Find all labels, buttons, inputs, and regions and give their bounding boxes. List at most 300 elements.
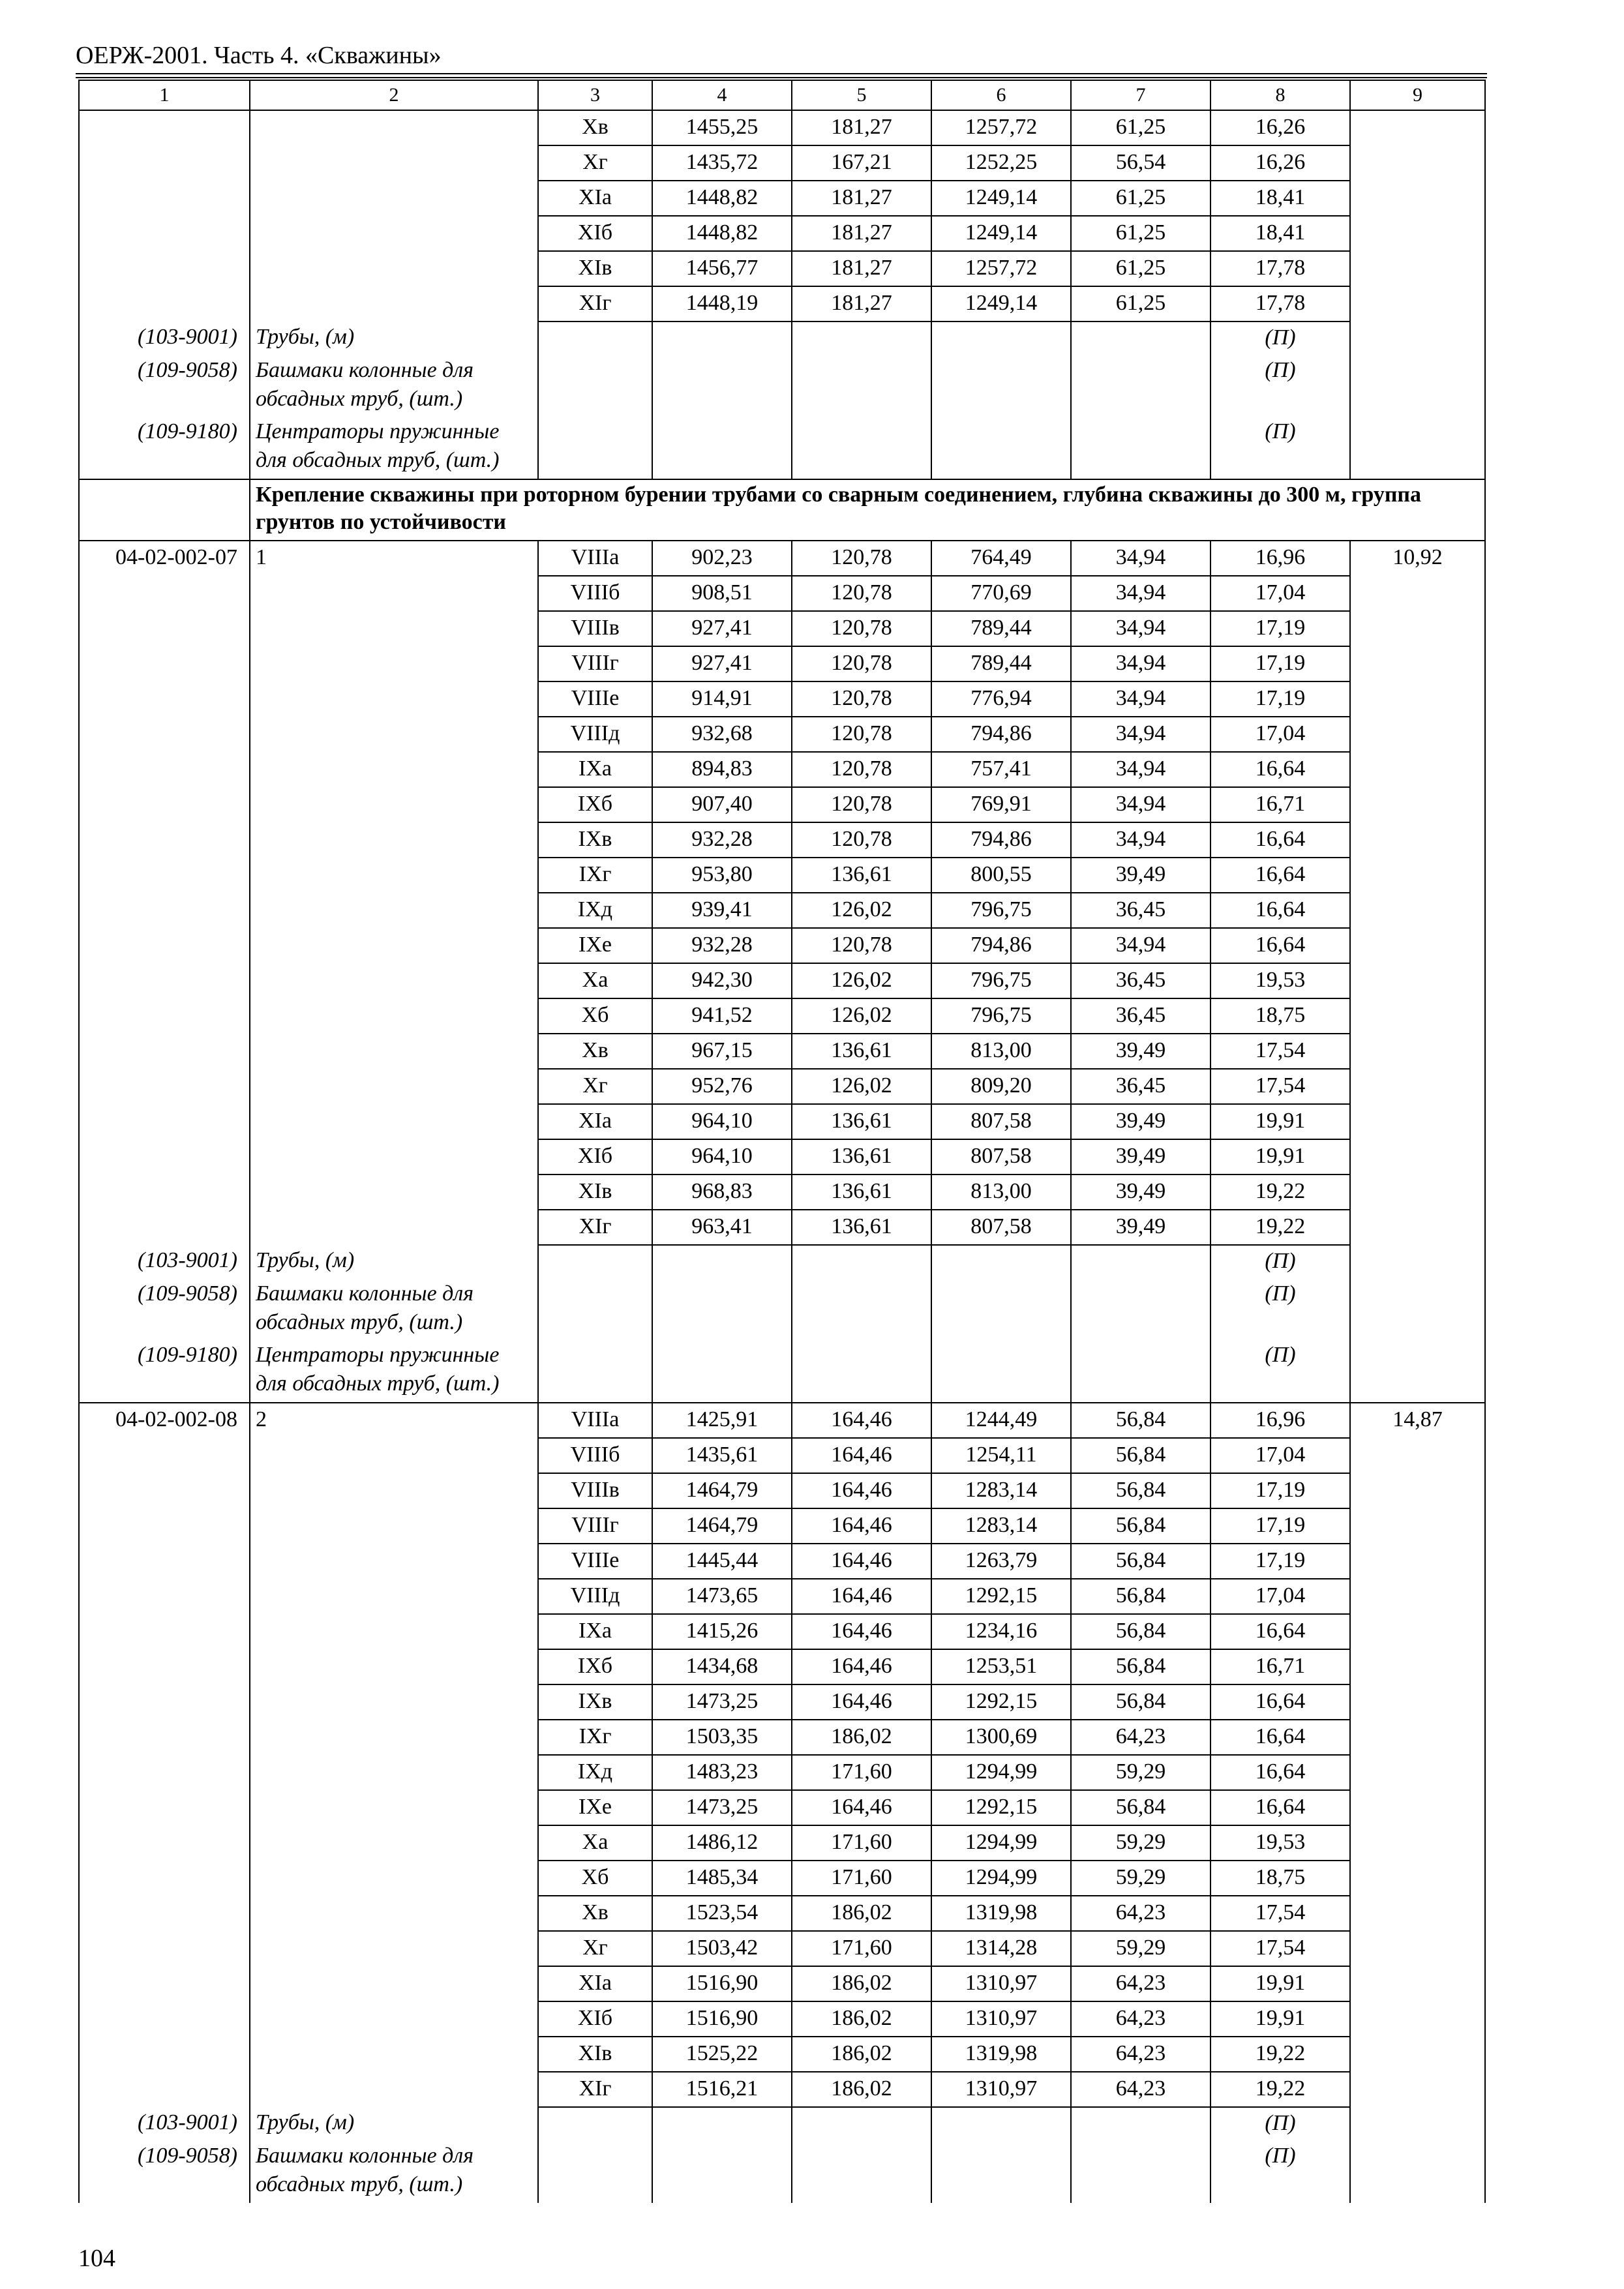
- wages: 167,21: [792, 145, 931, 181]
- empty-cell: [250, 1069, 538, 1104]
- machinist-wages: 64,23: [1071, 1720, 1210, 1755]
- empty-cell: [79, 1473, 250, 1508]
- total-cost: 1516,90: [652, 2001, 792, 2037]
- machinist-wages: 64,23: [1071, 1896, 1210, 1931]
- wages: 171,60: [792, 1825, 931, 1861]
- wages: 171,60: [792, 1861, 931, 1896]
- data-row: [79, 858, 1485, 893]
- material-code: (103-9001): [79, 2107, 250, 2142]
- wages: 181,27: [792, 286, 931, 322]
- machine-cost: 794,86: [931, 928, 1071, 963]
- data-row: [79, 181, 1485, 216]
- machinist-wages: 56,84: [1071, 1790, 1210, 1825]
- wages: 186,02: [792, 1896, 931, 1931]
- machinist-wages: 61,25: [1071, 181, 1210, 216]
- data-row: [79, 822, 1485, 858]
- empty-cell: [79, 893, 250, 928]
- wages: 120,78: [792, 611, 931, 646]
- empty-cell: [250, 1649, 538, 1684]
- empty-cell: [79, 1139, 250, 1174]
- soil-group: ХIб: [538, 2001, 652, 2037]
- wages: 120,78: [792, 541, 931, 576]
- empty-cell: [652, 2142, 792, 2203]
- machine-cost: 1310,97: [931, 2072, 1071, 2107]
- empty-cell: [1350, 646, 1485, 681]
- labour-hours: 19,22: [1210, 2072, 1350, 2107]
- empty-cell: [250, 611, 538, 646]
- empty-cell: [79, 1508, 250, 1544]
- data-row: [79, 2037, 1485, 2072]
- data-row: [79, 1069, 1485, 1104]
- wages: 186,02: [792, 2001, 931, 2037]
- soil-group: IХе: [538, 928, 652, 963]
- empty-cell: [79, 1755, 250, 1790]
- data-row: [79, 963, 1485, 998]
- empty-cell: [792, 2107, 931, 2142]
- empty-cell: [250, 1544, 538, 1579]
- labour-hours: 19,22: [1210, 2037, 1350, 2072]
- data-row: [79, 110, 1485, 145]
- empty-cell: [652, 1341, 792, 1403]
- empty-cell: [250, 1438, 538, 1473]
- machine-cost: 807,58: [931, 1104, 1071, 1139]
- machine-cost: 789,44: [931, 646, 1071, 681]
- soil-group: ХIб: [538, 216, 652, 251]
- soil-group: IХв: [538, 822, 652, 858]
- empty-cell: [1350, 2001, 1485, 2037]
- column-number: 2: [250, 80, 538, 110]
- empty-cell: [1350, 1508, 1485, 1544]
- total-cost: 1455,25: [652, 110, 792, 145]
- machinist-wages: 34,94: [1071, 646, 1210, 681]
- wages: 181,27: [792, 110, 931, 145]
- empty-cell: [1350, 717, 1485, 752]
- labour-hours: 18,75: [1210, 1861, 1350, 1896]
- material-code: (109-9180): [79, 417, 250, 479]
- table-body: [79, 80, 1485, 2203]
- total-cost: 1473,25: [652, 1684, 792, 1720]
- machine-cost: 770,69: [931, 576, 1071, 611]
- empty-cell: [79, 1790, 250, 1825]
- soil-group: VIIIа: [538, 1403, 652, 1438]
- material-name: Башмаки колонные для обсадных труб, (шт.): [250, 356, 538, 417]
- wages: 120,78: [792, 928, 931, 963]
- empty-cell: [1350, 1684, 1485, 1720]
- material-name: Трубы, (м): [250, 1245, 538, 1279]
- material-row: [79, 1341, 1485, 1403]
- empty-cell: [652, 2107, 792, 2142]
- empty-cell: [1350, 1210, 1485, 1245]
- empty-cell: [1350, 822, 1485, 858]
- total-cost: 967,15: [652, 1034, 792, 1069]
- empty-cell: [1071, 417, 1210, 479]
- data-row: [79, 1931, 1485, 1966]
- machine-cost: 1283,14: [931, 1473, 1071, 1508]
- machinist-wages: 59,29: [1071, 1931, 1210, 1966]
- data-row: [79, 2072, 1485, 2107]
- labour-hours: 17,04: [1210, 1579, 1350, 1614]
- labour-hours: 19,91: [1210, 2001, 1350, 2037]
- data-row: [79, 646, 1485, 681]
- soil-group: VIIIг: [538, 1508, 652, 1544]
- machine-cost: 776,94: [931, 681, 1071, 717]
- data-row: [79, 1139, 1485, 1174]
- data-row: [79, 541, 1485, 576]
- soil-group: VIIIе: [538, 1544, 652, 1579]
- empty-cell: [931, 356, 1071, 417]
- labour-hours: 19,22: [1210, 1174, 1350, 1210]
- data-row: [79, 251, 1485, 286]
- wages: 164,46: [792, 1684, 931, 1720]
- empty-cell: [250, 1139, 538, 1174]
- labour-hours: 16,64: [1210, 1790, 1350, 1825]
- machine-cost: 1294,99: [931, 1825, 1071, 1861]
- wages: 181,27: [792, 216, 931, 251]
- labour-hours: 19,91: [1210, 1104, 1350, 1139]
- empty-cell: [538, 356, 652, 417]
- material-unit: (П): [1210, 1279, 1350, 1341]
- data-row: [79, 1544, 1485, 1579]
- empty-cell: [79, 1579, 250, 1614]
- machinist-wages: 59,29: [1071, 1861, 1210, 1896]
- total-cost: 902,23: [652, 541, 792, 576]
- total-cost: 914,91: [652, 681, 792, 717]
- total-cost: 1483,23: [652, 1755, 792, 1790]
- machinist-wages: 56,84: [1071, 1438, 1210, 1473]
- data-row: [79, 216, 1485, 251]
- empty-cell: [1071, 1341, 1210, 1403]
- material-name: Трубы, (м): [250, 2107, 538, 2142]
- machinist-wages: 61,25: [1071, 251, 1210, 286]
- empty-cell: [250, 2072, 538, 2107]
- machine-cost: 1257,72: [931, 251, 1071, 286]
- material-row: [79, 2142, 1485, 2203]
- empty-cell: [1350, 251, 1485, 286]
- empty-cell: [1350, 181, 1485, 216]
- machinist-wages: 36,45: [1071, 998, 1210, 1034]
- machine-cost: 794,86: [931, 717, 1071, 752]
- material-qty: 10,92: [1350, 541, 1485, 576]
- material-row: [79, 417, 1485, 479]
- total-cost: 894,83: [652, 752, 792, 787]
- data-row: [79, 576, 1485, 611]
- labour-hours: 16,64: [1210, 928, 1350, 963]
- total-cost: 1425,91: [652, 1403, 792, 1438]
- labour-hours: 16,96: [1210, 541, 1350, 576]
- empty-cell: [250, 145, 538, 181]
- data-row: [79, 1579, 1485, 1614]
- material-code: (109-9058): [79, 2142, 250, 2203]
- wages: 120,78: [792, 787, 931, 822]
- wages: 164,46: [792, 1403, 931, 1438]
- empty-cell: [79, 251, 250, 286]
- empty-cell: [1071, 322, 1210, 356]
- soil-group: Хв: [538, 110, 652, 145]
- empty-cell: [652, 322, 792, 356]
- machinist-wages: 64,23: [1071, 2037, 1210, 2072]
- empty-cell: [931, 1245, 1071, 1279]
- empty-cell: [1350, 787, 1485, 822]
- empty-cell: [1350, 1825, 1485, 1861]
- column-number: 6: [931, 80, 1071, 110]
- labour-hours: 16,71: [1210, 1649, 1350, 1684]
- data-row: [79, 752, 1485, 787]
- labour-hours: 16,64: [1210, 1684, 1350, 1720]
- labour-hours: 17,04: [1210, 576, 1350, 611]
- empty-cell: [1350, 1720, 1485, 1755]
- labour-hours: 17,54: [1210, 1931, 1350, 1966]
- empty-cell: [79, 681, 250, 717]
- total-cost: 927,41: [652, 646, 792, 681]
- rate-label: 2: [250, 1403, 538, 1438]
- total-cost: 1485,34: [652, 1861, 792, 1896]
- labour-hours: 17,19: [1210, 1473, 1350, 1508]
- soil-group: IХг: [538, 858, 652, 893]
- empty-cell: [538, 417, 652, 479]
- empty-cell: [250, 1614, 538, 1649]
- machine-cost: 1294,99: [931, 1861, 1071, 1896]
- empty-cell: [79, 963, 250, 998]
- empty-cell: [1350, 681, 1485, 717]
- machinist-wages: 61,25: [1071, 286, 1210, 322]
- wages: 164,46: [792, 1790, 931, 1825]
- machine-cost: 1292,15: [931, 1579, 1071, 1614]
- empty-cell: [1350, 576, 1485, 611]
- empty-cell: [1350, 1341, 1485, 1403]
- soil-group: IХа: [538, 1614, 652, 1649]
- empty-cell: [538, 1279, 652, 1341]
- empty-cell: [792, 356, 931, 417]
- data-row: [79, 1790, 1485, 1825]
- empty-cell: [250, 998, 538, 1034]
- empty-cell: [79, 787, 250, 822]
- wages: 126,02: [792, 893, 931, 928]
- empty-cell: [79, 1966, 250, 2001]
- empty-cell: [250, 1684, 538, 1720]
- material-name: Трубы, (м): [250, 322, 538, 356]
- soil-group: VIIIг: [538, 646, 652, 681]
- soil-group: Хг: [538, 145, 652, 181]
- data-row: [79, 1438, 1485, 1473]
- soil-group: Хг: [538, 1069, 652, 1104]
- empty-cell: [79, 998, 250, 1034]
- total-cost: 941,52: [652, 998, 792, 1034]
- empty-cell: [250, 1104, 538, 1139]
- empty-cell: [1350, 1104, 1485, 1139]
- labour-hours: 17,78: [1210, 251, 1350, 286]
- empty-cell: [250, 928, 538, 963]
- machinist-wages: 61,25: [1071, 216, 1210, 251]
- soil-group: IХа: [538, 752, 652, 787]
- empty-cell: [250, 963, 538, 998]
- empty-cell: [1350, 611, 1485, 646]
- empty-cell: [1350, 1139, 1485, 1174]
- empty-cell: [1350, 1245, 1485, 1279]
- machine-cost: 757,41: [931, 752, 1071, 787]
- total-cost: 927,41: [652, 611, 792, 646]
- empty-cell: [250, 1790, 538, 1825]
- total-cost: 1473,25: [652, 1790, 792, 1825]
- empty-cell: [792, 417, 931, 479]
- material-qty: 14,87: [1350, 1403, 1485, 1438]
- empty-cell: [1350, 145, 1485, 181]
- machinist-wages: 36,45: [1071, 893, 1210, 928]
- labour-hours: 17,54: [1210, 1069, 1350, 1104]
- total-cost: 1464,79: [652, 1473, 792, 1508]
- empty-cell: [79, 479, 250, 541]
- wages: 181,27: [792, 251, 931, 286]
- empty-cell: [250, 251, 538, 286]
- machinist-wages: 34,94: [1071, 822, 1210, 858]
- total-cost: 953,80: [652, 858, 792, 893]
- section-title-row: [79, 479, 1485, 541]
- wages: 186,02: [792, 2037, 931, 2072]
- soil-group: Хв: [538, 1034, 652, 1069]
- machine-cost: 1244,49: [931, 1403, 1071, 1438]
- empty-cell: [652, 417, 792, 479]
- total-cost: 1445,44: [652, 1544, 792, 1579]
- labour-hours: 19,53: [1210, 1825, 1350, 1861]
- empty-cell: [1071, 2107, 1210, 2142]
- total-cost: 964,10: [652, 1139, 792, 1174]
- empty-cell: [538, 322, 652, 356]
- machine-cost: 1310,97: [931, 1966, 1071, 2001]
- empty-cell: [79, 928, 250, 963]
- data-row: [79, 1473, 1485, 1508]
- total-cost: 932,28: [652, 928, 792, 963]
- empty-cell: [79, 181, 250, 216]
- data-row: [79, 1720, 1485, 1755]
- labour-hours: 17,19: [1210, 681, 1350, 717]
- total-cost: 952,76: [652, 1069, 792, 1104]
- empty-cell: [1350, 417, 1485, 479]
- wages: 120,78: [792, 646, 931, 681]
- soil-group: VIIIд: [538, 1579, 652, 1614]
- empty-cell: [1071, 1279, 1210, 1341]
- wages: 120,78: [792, 717, 931, 752]
- machinist-wages: 39,49: [1071, 1210, 1210, 1245]
- empty-cell: [1350, 2142, 1485, 2203]
- labour-hours: 17,04: [1210, 1438, 1350, 1473]
- total-cost: 1525,22: [652, 2037, 792, 2072]
- total-cost: 1516,21: [652, 2072, 792, 2107]
- empty-cell: [1350, 1966, 1485, 2001]
- empty-cell: [1350, 1034, 1485, 1069]
- labour-hours: 19,91: [1210, 1139, 1350, 1174]
- soil-group: VIIIд: [538, 717, 652, 752]
- wages: 136,61: [792, 1034, 931, 1069]
- machinist-wages: 56,84: [1071, 1649, 1210, 1684]
- total-cost: 968,83: [652, 1174, 792, 1210]
- data-row: [79, 1649, 1485, 1684]
- wages: 120,78: [792, 822, 931, 858]
- machinist-wages: 39,49: [1071, 1034, 1210, 1069]
- empty-cell: [79, 1544, 250, 1579]
- empty-cell: [79, 752, 250, 787]
- labour-hours: 17,19: [1210, 611, 1350, 646]
- machine-cost: 809,20: [931, 1069, 1071, 1104]
- machine-cost: 1292,15: [931, 1790, 1071, 1825]
- empty-cell: [1350, 1896, 1485, 1931]
- data-row: [79, 1403, 1485, 1438]
- empty-cell: [79, 1104, 250, 1139]
- total-cost: 1486,12: [652, 1825, 792, 1861]
- machinist-wages: 39,49: [1071, 1104, 1210, 1139]
- machine-cost: 1254,11: [931, 1438, 1071, 1473]
- labour-hours: 16,64: [1210, 1614, 1350, 1649]
- empty-cell: [79, 2001, 250, 2037]
- empty-cell: [250, 1473, 538, 1508]
- labour-hours: 18,41: [1210, 181, 1350, 216]
- soil-group: Ха: [538, 1825, 652, 1861]
- column-number: 3: [538, 80, 652, 110]
- machinist-wages: 39,49: [1071, 1174, 1210, 1210]
- empty-cell: [79, 1861, 250, 1896]
- empty-cell: [1071, 1245, 1210, 1279]
- empty-cell: [931, 2142, 1071, 2203]
- machinist-wages: 64,23: [1071, 2072, 1210, 2107]
- empty-cell: [931, 2107, 1071, 2142]
- machine-cost: 789,44: [931, 611, 1071, 646]
- machine-cost: 1234,16: [931, 1614, 1071, 1649]
- soil-group: Хг: [538, 1931, 652, 1966]
- labour-hours: 16,64: [1210, 893, 1350, 928]
- soil-group: Хб: [538, 1861, 652, 1896]
- machinist-wages: 61,25: [1071, 110, 1210, 145]
- data-row: [79, 928, 1485, 963]
- empty-cell: [1350, 998, 1485, 1034]
- machine-cost: 813,00: [931, 1034, 1071, 1069]
- empty-cell: [79, 611, 250, 646]
- machine-cost: 796,75: [931, 998, 1071, 1034]
- column-number: 8: [1210, 80, 1350, 110]
- machine-cost: 1319,98: [931, 2037, 1071, 2072]
- soil-group: VIIIа: [538, 541, 652, 576]
- total-cost: 1415,26: [652, 1614, 792, 1649]
- soil-group: IХд: [538, 1755, 652, 1790]
- machine-cost: 796,75: [931, 893, 1071, 928]
- wages: 186,02: [792, 2072, 931, 2107]
- machinist-wages: 56,84: [1071, 1544, 1210, 1579]
- soil-group: IХг: [538, 1720, 652, 1755]
- empty-cell: [1350, 356, 1485, 417]
- empty-cell: [250, 576, 538, 611]
- total-cost: 907,40: [652, 787, 792, 822]
- machinist-wages: 39,49: [1071, 1139, 1210, 1174]
- material-unit: (П): [1210, 356, 1350, 417]
- data-row: [79, 2001, 1485, 2037]
- empty-cell: [79, 1649, 250, 1684]
- column-number: 1: [79, 80, 250, 110]
- machinist-wages: 34,94: [1071, 541, 1210, 576]
- wages: 164,46: [792, 1614, 931, 1649]
- material-name: Башмаки колонные для обсадных труб, (шт.): [250, 1279, 538, 1341]
- empty-cell: [79, 1684, 250, 1720]
- empty-cell: [1071, 2142, 1210, 2203]
- total-cost: 1523,54: [652, 1896, 792, 1931]
- column-number-row: [79, 80, 1485, 110]
- material-row: [79, 1245, 1485, 1279]
- machinist-wages: 34,94: [1071, 611, 1210, 646]
- empty-cell: [931, 1341, 1071, 1403]
- labour-hours: 17,78: [1210, 286, 1350, 322]
- soil-group: ХIг: [538, 286, 652, 322]
- empty-cell: [250, 110, 538, 145]
- empty-cell: [652, 356, 792, 417]
- data-row: [79, 1684, 1485, 1720]
- soil-group: VIIIв: [538, 1473, 652, 1508]
- empty-cell: [1350, 963, 1485, 998]
